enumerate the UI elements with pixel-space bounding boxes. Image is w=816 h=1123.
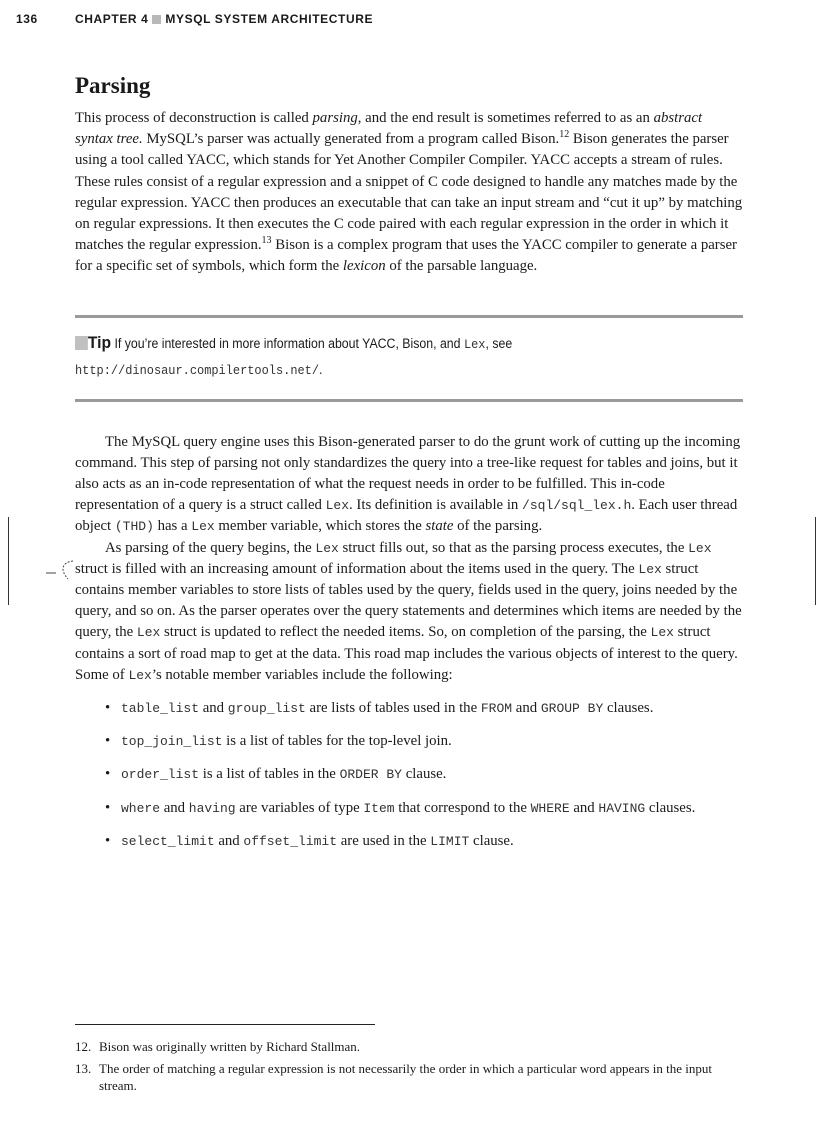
text-run: is a list of tables for the top-level join.: [222, 733, 452, 750]
left-margin-mark: [8, 517, 9, 605]
text-run: clause.: [402, 766, 447, 783]
running-title: [75, 12, 373, 26]
text-run: clauses.: [645, 799, 696, 816]
tip-text: [75, 330, 739, 383]
footnotes: [75, 1038, 743, 1099]
code-inline: HAVING: [598, 800, 646, 816]
page-number: 136: [16, 12, 38, 26]
text-run: Bison is a complex program that uses the YACC compiler to generate a parser for a specific set of symbols, which form the: [75, 237, 737, 275]
lex-member-list: [75, 698, 743, 852]
chapter-label: CHAPTER 4: [75, 12, 149, 26]
text-run: Bison generates the parser using a tool called YACC, which stands for Yet Another Compiler Compiler. YACC accepts a stream of rules. These rules consist of a regular expression and a snippet of C code designed to handle any matches made by the regular expression. YACC then produces an executable that can take an input stream and “cut it up” by matching on regular expressions. It then executes the C code paired with each regular expression in the order in which it matches the regular expression.: [75, 131, 743, 254]
code-inline: Lex: [650, 625, 674, 641]
page-content: [75, 70, 743, 864]
square-separator-icon: [152, 15, 161, 24]
code-inline: Lex: [688, 540, 712, 556]
code-inline: where: [121, 800, 161, 816]
code-inline: Lex: [638, 561, 662, 577]
section-title: Parsing: [75, 73, 151, 98]
code-inline: LIMIT: [430, 833, 470, 849]
emphasis: abstract syntax tree.: [75, 110, 703, 148]
code-inline: offset_limit: [243, 833, 338, 849]
code-inline: Lex: [136, 625, 161, 641]
running-header: [16, 12, 800, 32]
footnote-text: The order of matching a regular expression is not necessarily the order in which a particular word appears in the input stream.: [99, 1061, 712, 1093]
code-inline: Lex: [191, 519, 215, 535]
text-run: struct is filled with an increasing amount of information about the items used in the query. The: [75, 560, 639, 577]
chapter-title: MYSQL SYSTEM ARCHITECTURE: [165, 12, 374, 26]
footnote-ref-12[interactable]: 12: [559, 129, 570, 141]
footnote-number: 12.: [75, 1039, 92, 1054]
text-run: that correspond to the: [394, 799, 531, 816]
text-run: and: [512, 700, 541, 717]
text-run: MySQL’s parser was actually generated from a program called Bison.: [142, 131, 560, 148]
footnote-13: [75, 1060, 743, 1094]
code-inline: Item: [363, 800, 395, 816]
text-run: The MySQL query engine uses this Bison-generated parser to do the grunt work of cutting up the incoming command. This step of parsing not only standardizes the query into a tree-like request for tables and joins, but it also acts as an in-code representation of what the request needs in order to be fulfilled. This in-code representation of a query is a struct called: [75, 433, 741, 514]
list-item: [105, 731, 743, 752]
emphasis: lexicon: [342, 258, 386, 275]
text-run: clause.: [469, 832, 514, 849]
tip-label: Tip: [87, 332, 112, 352]
code-inline: Lex: [128, 667, 152, 683]
code-inline: /sql/sql_lex.h: [522, 498, 632, 514]
footnote-text: Bison was originally written by Richard Stallman.: [99, 1039, 361, 1054]
paragraph-query-engine: [75, 432, 743, 538]
bullet-icon: •: [105, 832, 111, 849]
text-run: and: [214, 832, 244, 849]
text-run: struct fills out, so that as the parsing process executes, the: [338, 539, 689, 556]
code-inline: group_list: [227, 701, 306, 717]
body-section: [75, 432, 743, 852]
footnote-separator: [75, 1024, 375, 1025]
tip-marker-icon: [75, 336, 88, 350]
emphasis: parsing: [312, 110, 358, 126]
text-run: are used in the: [337, 832, 431, 849]
text-run: As parsing of the query begins, the: [105, 539, 316, 556]
code-inline: top_join_list: [121, 734, 223, 750]
text-run: of the parsing.: [453, 518, 543, 535]
code-inline: Lex: [325, 498, 350, 514]
code-inline: having: [188, 800, 236, 816]
list-item: [105, 798, 743, 819]
bullet-icon: •: [105, 766, 111, 783]
list-item: [105, 764, 743, 785]
bullet-icon: •: [105, 733, 111, 750]
text-run: struct contains member variables to store lists of tables used by the query, fields used in the query, joins needed by the query, and so on. As the parser operates over the query statements and determines which items are needed by the query, the: [75, 560, 742, 641]
code-inline: select_limit: [121, 833, 215, 849]
paragraph-parsing-intro: [75, 108, 743, 278]
bullet-icon: •: [105, 799, 111, 816]
bullet-icon: •: [105, 700, 111, 717]
tip-box: [75, 315, 743, 402]
code-inline: Lex: [463, 336, 486, 352]
code-inline: Lex: [315, 540, 339, 556]
text-run: .: [319, 361, 323, 377]
text-run: struct contains a sort of road map to get at the data. This road map includes the various objects of interest to the query. Some of: [75, 624, 738, 683]
text-run: has a: [153, 518, 192, 535]
text-run: , see: [485, 335, 513, 351]
code-inline: order_list: [121, 767, 200, 783]
text-run: is a list of tables in the: [199, 766, 340, 783]
text-run: This process of deconstruction is called: [75, 110, 313, 126]
text-run: are lists of tables used in the: [305, 700, 481, 717]
list-item: [105, 831, 743, 852]
code-inline: GROUP BY: [540, 701, 604, 717]
code-inline: table_list: [121, 701, 200, 717]
code-inline: WHERE: [530, 800, 570, 816]
code-inline: ORDER BY: [339, 767, 402, 783]
text-run: struct is updated to reflect the needed items. So, on completion of the parsing, the: [160, 624, 651, 641]
text-run: are variables of type: [235, 799, 364, 816]
list-item: [105, 698, 743, 719]
text-run: . Each user thread object: [75, 497, 738, 535]
text-run: . Its definition is available in: [349, 497, 523, 514]
footnote-ref-13[interactable]: 13: [261, 235, 272, 247]
text-run: , and the end result is sometimes referred to as an: [357, 110, 654, 126]
text-run: member variable, which stores the: [214, 518, 426, 535]
emphasis: state: [425, 518, 454, 535]
text-run: of the parsable language.: [385, 258, 538, 275]
text-run: and: [569, 799, 599, 816]
tip-url-link[interactable]: http://dinosaur.compilertools.net/: [75, 362, 320, 378]
footnote-12: [75, 1038, 743, 1055]
footnote-number: 13.: [75, 1061, 92, 1076]
code-inline: (THD): [114, 519, 154, 535]
text-run: clauses.: [603, 700, 654, 717]
code-inline: FROM: [480, 701, 513, 717]
text-run: ’s notable member variables include the following:: [151, 666, 453, 683]
handwritten-bracket-mark: [46, 560, 76, 580]
text-run: If you’re interested in more information about YACC, Bison, and: [111, 335, 464, 351]
text-run: and: [199, 700, 228, 717]
text-run: and: [160, 799, 189, 816]
paragraph-lex-struct: [75, 538, 743, 686]
